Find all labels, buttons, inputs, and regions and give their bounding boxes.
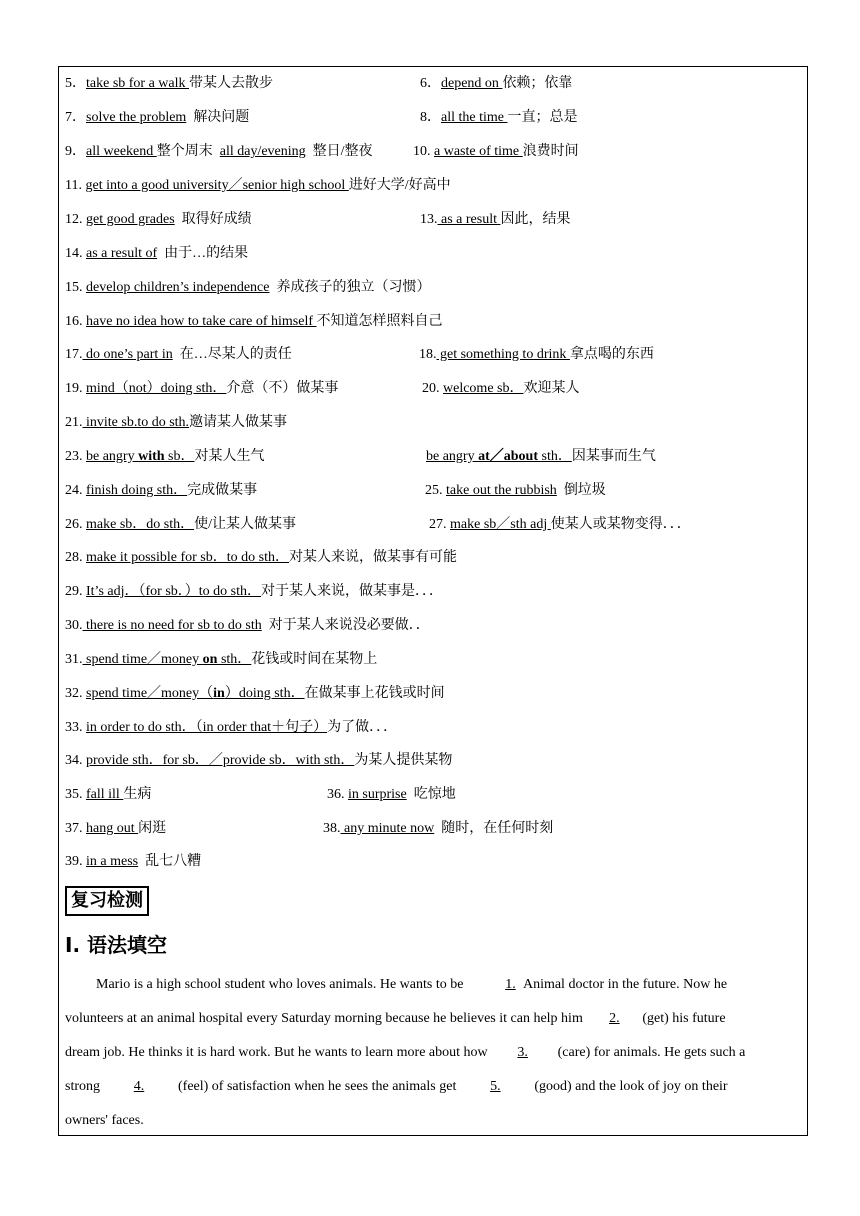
phrase-row-21: 21. invite sb.to do sth.邀请某人做某事 [65,415,288,430]
phrase-row-7: 7．solve the problem 解决问题 [65,110,250,125]
blank-3[interactable]: 3. [517,1045,528,1060]
phrase-row-29: 29. It’s adj．（for sb．）to do sth．对于某人来说，做某事是．．． [65,584,443,599]
passage-line-5: owners' faces. [65,1113,144,1128]
phrase-row-23: 23. be angry with sb．对某人生气 [65,449,265,464]
phrase-row-38: 38. any minute now 随时，在任何时刻 [323,821,554,836]
phrase-row-35: 35. fall ill 生病 [65,787,152,802]
passage-line-3: dream job. He thinks it is hard work. But he wants to learn more about how 3. (care) for animals. He gets such a [65,1036,805,1070]
blank-1[interactable]: 1. [505,977,516,992]
phrase-row-26: 26. make sb．do sth．使/让某人做某事 [65,517,296,532]
phrase-row-23b: be angry at／about sth．因某事而生气 [426,449,656,464]
phrase-row-24: 24. finish doing sth．完成做某事 [65,483,258,498]
phrase-row-31: 31. spend time／money on sth．花钱或时间在某物上 [65,652,378,667]
passage-line-1: Mario is a high school student who loves animals. He wants to be 1. Animal doctor in the future. Now he [65,968,805,1002]
phrase-row-30: 30. there is no need for sb to do sth 对于某人来说没必要做．． [65,618,430,633]
passage-line-4: strong 4. (feel) of satisfaction when he sees the animals get 5. (good) and the look of joy on their [65,1070,805,1104]
passage-line-2: volunteers at an animal hospital every Saturday morning because he believes it can help him 2. (get) his future [65,1002,805,1036]
phrase-row-28: 28. make it possible for sb．to do sth．对某人来说，做某事有可能 [65,550,457,565]
phrase-row-37: 37. hang out 闲逛 [65,821,167,836]
phrase-row-9: 9．all weekend 整个周末 all day/evening 整日/整夜 [65,144,384,159]
phrase-row-8: 8．all the time 一直；总是 [420,110,578,125]
phrase-row-20: 20. welcome sb．欢迎某人 [422,381,580,396]
phrase-row-11: 11. get into a good university／senior high school 进好大学/好高中 [65,178,451,193]
phrase-row-6: 6．depend on 依赖；依靠 [420,76,573,91]
blank-5[interactable]: 5. [490,1079,501,1094]
phrase-row-33: 33. in order to do sth．（in order that＋句子）为了做．．． [65,720,398,735]
phrase-row-19: 19. mind（not）doing sth．介意（不）做某事 [65,381,339,396]
phrase-row-10: 10. a waste of time 浪费时间 [413,144,579,159]
phrase-row-27: 27. make sb／sth adj 使某人或某物变得．．． [429,517,691,532]
phrase-row-18: 18. get something to drink 拿点喝的东西 [419,347,654,362]
phrase-row-36: 36. in surprise 吃惊地 [327,787,456,802]
blank-2[interactable]: 2. [609,1011,620,1026]
phrase-row-32: 32. spend time／money（in）doing sth．在做某事上花钱或时间 [65,686,445,701]
section-title: Ⅰ. 语法填空 [65,933,168,957]
phrase-row-39: 39. in a mess 乱七八糟 [65,854,202,869]
phrase-row-13: 13. as a result 因此，结果 [420,212,571,227]
phrase-row-5: 5．take sb for a walk 带某人去散步 [65,76,274,91]
blank-4[interactable]: 4. [133,1079,145,1094]
review-heading: 复习检测 [65,886,149,916]
phrase-row-16: 16. have no idea how to take care of himself 不知道怎样照料自己 [65,314,443,329]
phrase-row-12: 12. get good grades 取得好成绩 [65,212,252,227]
phrase-row-17: 17. do one’s part in 在…尽某人的责任 [65,347,292,362]
phrase-row-34: 34. provide sth．for sb．／provide sb．with sth．为某人提供某物 [65,753,453,768]
phrase-row-14: 14. as a result of 由于…的结果 [65,246,249,261]
phrase-row-25: 25. take out the rubbish 倒垃圾 [425,483,606,498]
phrase-row-15: 15. develop children’s independence 养成孩子的独立（习惯） [65,280,431,295]
